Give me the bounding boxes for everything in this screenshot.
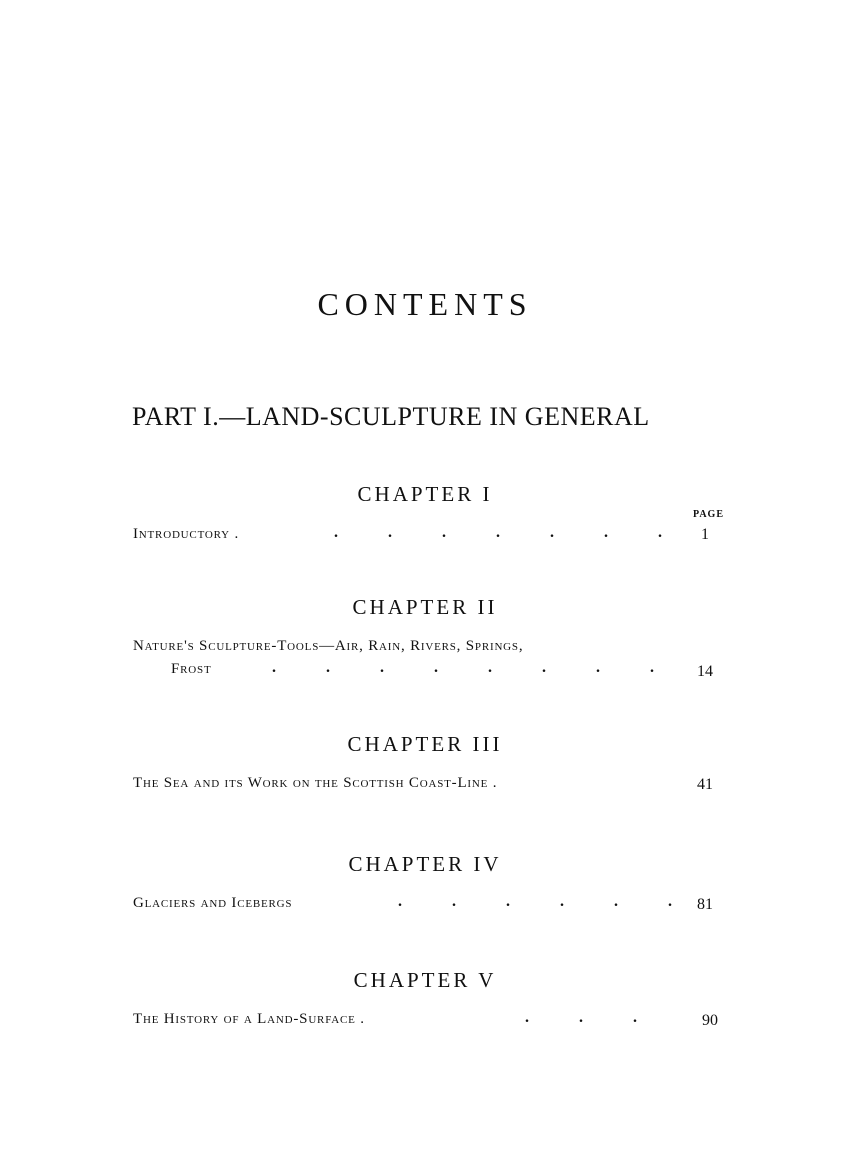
chapter-4-title: Glaciers and Icebergs [133,895,293,911]
leader-dots: . . . . . . [398,893,672,910]
chapter-1-heading: CHAPTER I [357,482,493,506]
chapter-2-heading: CHAPTER II [352,595,498,619]
chapter-3-heading: CHAPTER III [347,732,503,756]
chapter-3-page: 41 [697,776,713,793]
chapter-5-page: 90 [702,1012,718,1029]
chapter-2-title-line-1: Nature's Sculpture-Tools—Air, Rain, Rivers, Springs, [133,638,524,654]
page-column-label: PAGE [692,509,724,520]
chapter-1-page: 1 [701,526,709,543]
chapter-5-heading: CHAPTER V [353,968,497,992]
chapter-1-title: Introductory . [133,526,240,542]
part-title: PART I.—LAND-SCULPTURE IN GENERAL [132,402,650,431]
chapter-3-title: The Sea and its Work on the Scottish Coast-Line . [133,775,498,791]
chapter-5-title: The History of a Land-Surface . [133,1011,365,1027]
leader-dots: . . . [525,1009,637,1026]
leader-dots: . . . . . . . [334,524,662,541]
chapter-2-page: 14 [697,663,713,680]
leader-dots: . . . . . . . . [272,659,654,676]
chapter-2-title-line-2: Frost [171,661,212,677]
contents-title: CONTENTS [317,286,533,322]
chapter-4-page: 81 [697,896,713,913]
chapter-4-heading: CHAPTER IV [348,852,502,876]
